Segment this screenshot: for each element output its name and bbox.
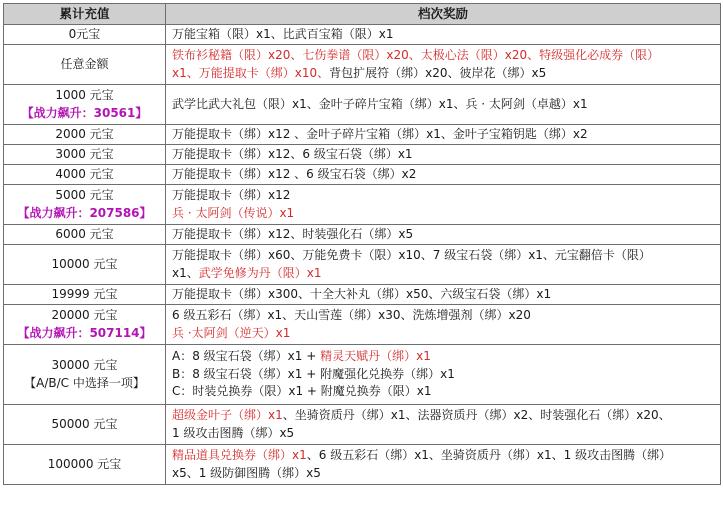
reward-cell <box>166 245 721 285</box>
reward-line <box>172 96 714 114</box>
reward-cell <box>166 405 721 445</box>
highlight-reward-text: 精灵天赋丹（绑）x1 <box>320 349 431 364</box>
power-boost-label: 【战力飙升：30561】 <box>21 105 148 120</box>
amount-cell <box>4 125 166 145</box>
amount-cell <box>4 85 166 125</box>
highlight-reward-text: 兵 ·太阿剑（逆天）x1 <box>172 325 291 340</box>
highlight-reward-text: 超级金叶子（绑）x1 <box>172 408 283 422</box>
reward-table <box>3 3 721 485</box>
table-row <box>4 345 721 405</box>
amount-value: 0元宝 <box>68 26 101 41</box>
amount-cell <box>4 165 166 185</box>
reward-line <box>172 407 714 425</box>
reward-cell <box>166 285 721 305</box>
reward-text: 武学比武大礼包（限）x1、金叶子碎片宝箱（绑）x1、兵 · 太阿剑（卓越）x1 <box>172 96 588 111</box>
reward-text: 万能提取卡（绑）x12 <box>172 188 291 202</box>
amount-value: 10000 元宝 <box>51 256 118 271</box>
reward-cell <box>166 85 721 125</box>
reward-text: x1、 <box>172 265 199 280</box>
reward-cell <box>166 25 721 45</box>
table-row <box>4 285 721 305</box>
reward-text: 万能提取卡（绑）x12、时装强化石（绑）x5 <box>172 226 414 241</box>
amount-cell <box>4 285 166 305</box>
reward-text: 万能提取卡（绑）x12、6 级宝石袋（绑）x1 <box>172 146 413 161</box>
choice-note: 【A/B/C 中选择一项】 <box>24 375 145 390</box>
table-row <box>4 445 721 485</box>
reward-line <box>172 226 714 244</box>
amount-cell <box>4 345 166 405</box>
amount-cell <box>4 185 166 225</box>
reward-text: A：8 级宝石袋（绑）x1 + <box>172 349 321 364</box>
reward-line <box>172 26 714 44</box>
amount-cell <box>4 25 166 45</box>
reward-line <box>172 126 714 144</box>
amount-value: 30000 元宝 <box>51 358 118 372</box>
reward-cell <box>166 225 721 245</box>
highlight-reward-text: 精品道具兑换券（绑）x1 <box>172 448 307 462</box>
header-amount: 累计充值 <box>4 4 166 25</box>
power-boost-label: 【战力飙升：207586】 <box>17 205 152 220</box>
reward-text: 万能提取卡（绑）x300、十全大补丸（绑）x50、六级宝石袋（绑）x1 <box>172 286 552 301</box>
amount-cell <box>4 445 166 485</box>
table-row <box>4 305 721 345</box>
amount-value: 3000 元宝 <box>55 146 114 161</box>
highlight-reward-text: 武学免修为丹（限）x1 <box>198 265 322 280</box>
reward-cell <box>166 165 721 185</box>
reward-rows <box>4 25 721 485</box>
highlight-reward-text: 铁布衫秘籍（限）x20、七伤拳谱（限）x20、太极心法（限）x20、特级强化必成券（限） <box>172 48 660 62</box>
reward-line <box>172 348 714 366</box>
reward-line <box>172 286 714 304</box>
amount-cell <box>4 225 166 245</box>
reward-line <box>172 366 714 384</box>
reward-cell <box>166 125 721 145</box>
reward-text: 万能提取卡（绑）x12 、金叶子碎片宝箱（绑）x1、金叶子宝箱钥匙（绑）x2 <box>172 126 588 141</box>
reward-line <box>172 425 714 443</box>
reward-line <box>172 146 714 164</box>
reward-line <box>172 265 714 283</box>
reward-line <box>172 247 714 265</box>
reward-text: 万能宝箱（限）x1、比武百宝箱（限）x1 <box>172 26 394 41</box>
amount-value: 20000 元宝 <box>51 308 118 322</box>
reward-line <box>172 65 714 83</box>
amount-value: 4000 元宝 <box>55 166 114 181</box>
amount-value: 6000 元宝 <box>55 226 114 241</box>
reward-line <box>172 47 714 65</box>
reward-cell <box>166 445 721 485</box>
amount-cell <box>4 145 166 165</box>
reward-text: x5、1 级防御图腾（绑）x5 <box>172 465 321 480</box>
table-row <box>4 185 721 225</box>
reward-line <box>172 205 714 223</box>
header-row <box>4 4 721 25</box>
highlight-reward-text: 兵 · 太阿剑（传说）x1 <box>172 205 295 220</box>
reward-text: C：时装兑换券（限）x1 + 附魔兑换券（限）x1 <box>172 384 432 399</box>
reward-line <box>172 383 714 401</box>
amount-cell <box>4 245 166 285</box>
reward-line <box>172 325 714 343</box>
amount-value: 2000 元宝 <box>55 126 114 141</box>
reward-line <box>172 465 714 483</box>
reward-line <box>172 187 714 205</box>
reward-cell <box>166 345 721 405</box>
table-row <box>4 125 721 145</box>
reward-text: 万能提取卡（绑）x60、万能免费卡（限）x10、7 级宝石袋（绑）x1、元宝翻倍卡（限） <box>172 248 651 262</box>
reward-text: 、6 级五彩石（绑）x1、坐骑资质丹（绑）x1、1 级攻击图腾（绑） <box>306 448 672 462</box>
table-row <box>4 165 721 185</box>
amount-value: 50000 元宝 <box>51 416 118 431</box>
amount-value: 任意金额 <box>60 56 109 71</box>
reward-line <box>172 166 714 184</box>
amount-value: 5000 元宝 <box>55 188 114 202</box>
table-row <box>4 45 721 85</box>
reward-text: B：8 级宝石袋（绑）x1 + 附魔强化兑换券（绑）x1 <box>172 366 455 381</box>
reward-cell <box>166 145 721 165</box>
table-row <box>4 145 721 165</box>
reward-text: 背包扩展符（绑）x20、彼岸花（绑）x5 <box>329 65 547 80</box>
reward-text: 、坐骑资质丹（绑）x1、法器资质丹（绑）x2、时装强化石（绑）x20、 <box>282 408 671 422</box>
header-reward: 档次奖励 <box>166 4 721 25</box>
amount-cell <box>4 45 166 85</box>
amount-value: 100000 元宝 <box>47 456 122 471</box>
reward-text: 6 级五彩石（绑）x1、天山雪莲（绑）x30、洗炼增强剂（绑）x20 <box>172 308 531 322</box>
table-row <box>4 25 721 45</box>
highlight-reward-text: x1、万能提取卡（绑）x10、 <box>172 65 330 80</box>
table-row <box>4 245 721 285</box>
amount-cell <box>4 405 166 445</box>
reward-text: 万能提取卡（绑）x12 、6 级宝石袋（绑）x2 <box>172 166 417 181</box>
reward-text: 1 级攻击图腾（绑）x5 <box>172 425 295 440</box>
table-row <box>4 225 721 245</box>
power-boost-label: 【战力飙升：507114】 <box>17 325 152 340</box>
table-row <box>4 85 721 125</box>
reward-cell <box>166 185 721 225</box>
amount-value: 19999 元宝 <box>51 286 118 301</box>
reward-line <box>172 307 714 325</box>
amount-value: 1000 元宝 <box>55 88 114 102</box>
table-row <box>4 405 721 445</box>
amount-cell <box>4 305 166 345</box>
reward-cell <box>166 45 721 85</box>
reward-line <box>172 447 714 465</box>
reward-cell <box>166 305 721 345</box>
